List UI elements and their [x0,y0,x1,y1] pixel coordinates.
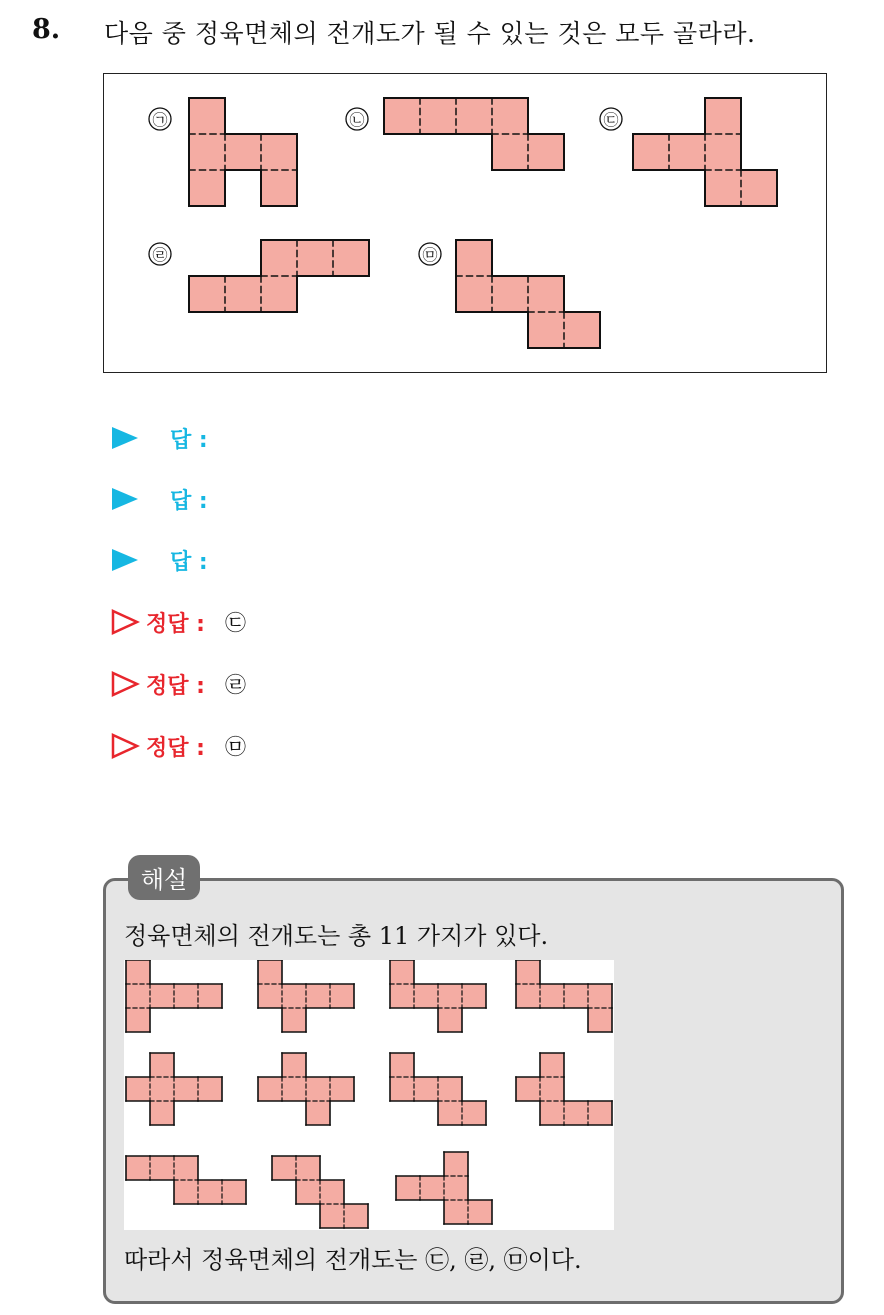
explanation-text-1: 정육면체의 전개도는 총 11 가지가 있다. [124,922,549,950]
example-net-2 [258,960,354,1032]
correct-label: 정답 : [146,673,205,699]
nets-svg [104,74,828,374]
option-c-label: ㉢ [603,111,619,129]
eleven-nets-figure [124,960,614,1230]
correct-label: 정답 : [146,611,205,637]
answer-row-3 [110,543,228,577]
answer-arrow-icon [110,486,140,512]
example-net-7 [390,1053,486,1125]
correct-label: 정답 : [146,735,205,761]
outline-triangle-icon [110,671,140,697]
net-b [384,98,564,170]
option-d-marker [149,243,171,265]
example-net-9 [126,1156,246,1204]
example-net-11 [396,1152,492,1224]
option-e-marker [419,243,441,265]
correct-row-2 [110,667,246,701]
example-net-4 [516,960,612,1032]
net-a [189,98,297,206]
outline-triangle-icon [110,609,140,635]
example-net-10 [272,1156,368,1228]
question-text: 다음 중 정육면체의 전개도가 될 수 있는 것은 모두 골라라. [104,19,756,48]
answer-arrow-icon [110,547,140,573]
option-b-marker [346,108,368,130]
explanation-tag: 해설 [128,855,200,900]
net-e [456,240,600,348]
net-c [633,98,777,206]
option-c-marker [600,108,622,130]
option-b-label: ㉡ [349,111,365,129]
answer-row-2 [110,482,228,516]
example-net-5 [126,1053,222,1125]
answer-label: 답 : [170,549,208,575]
explanation-text-2: 따라서 정육면체의 전개도는 ㉢, ㉣, ㉤이다. [124,1246,582,1274]
option-a-label: ㉠ [152,111,168,129]
correct-value: ㉤ [224,735,246,759]
correct-value: ㉢ [224,611,246,635]
example-net-6 [258,1053,354,1125]
correct-value: ㉣ [224,673,246,697]
eleven-nets-svg [124,960,614,1230]
option-d-label: ㉣ [152,246,168,264]
example-net-8 [516,1053,612,1125]
answer-arrow-icon [110,425,140,451]
answer-label: 답 : [170,427,208,453]
correct-row-1 [110,605,246,639]
outline-triangle-icon [110,733,140,759]
nets-figure [103,73,827,373]
option-a-marker [149,108,171,130]
example-net-3 [390,960,486,1032]
answer-row-1 [110,421,228,455]
correct-row-3 [110,729,246,763]
answer-label: 답 : [170,488,208,514]
question-number: 8. [32,14,61,45]
example-net-1 [126,960,222,1032]
net-d [189,240,369,312]
option-e-label: ㉤ [422,246,438,264]
